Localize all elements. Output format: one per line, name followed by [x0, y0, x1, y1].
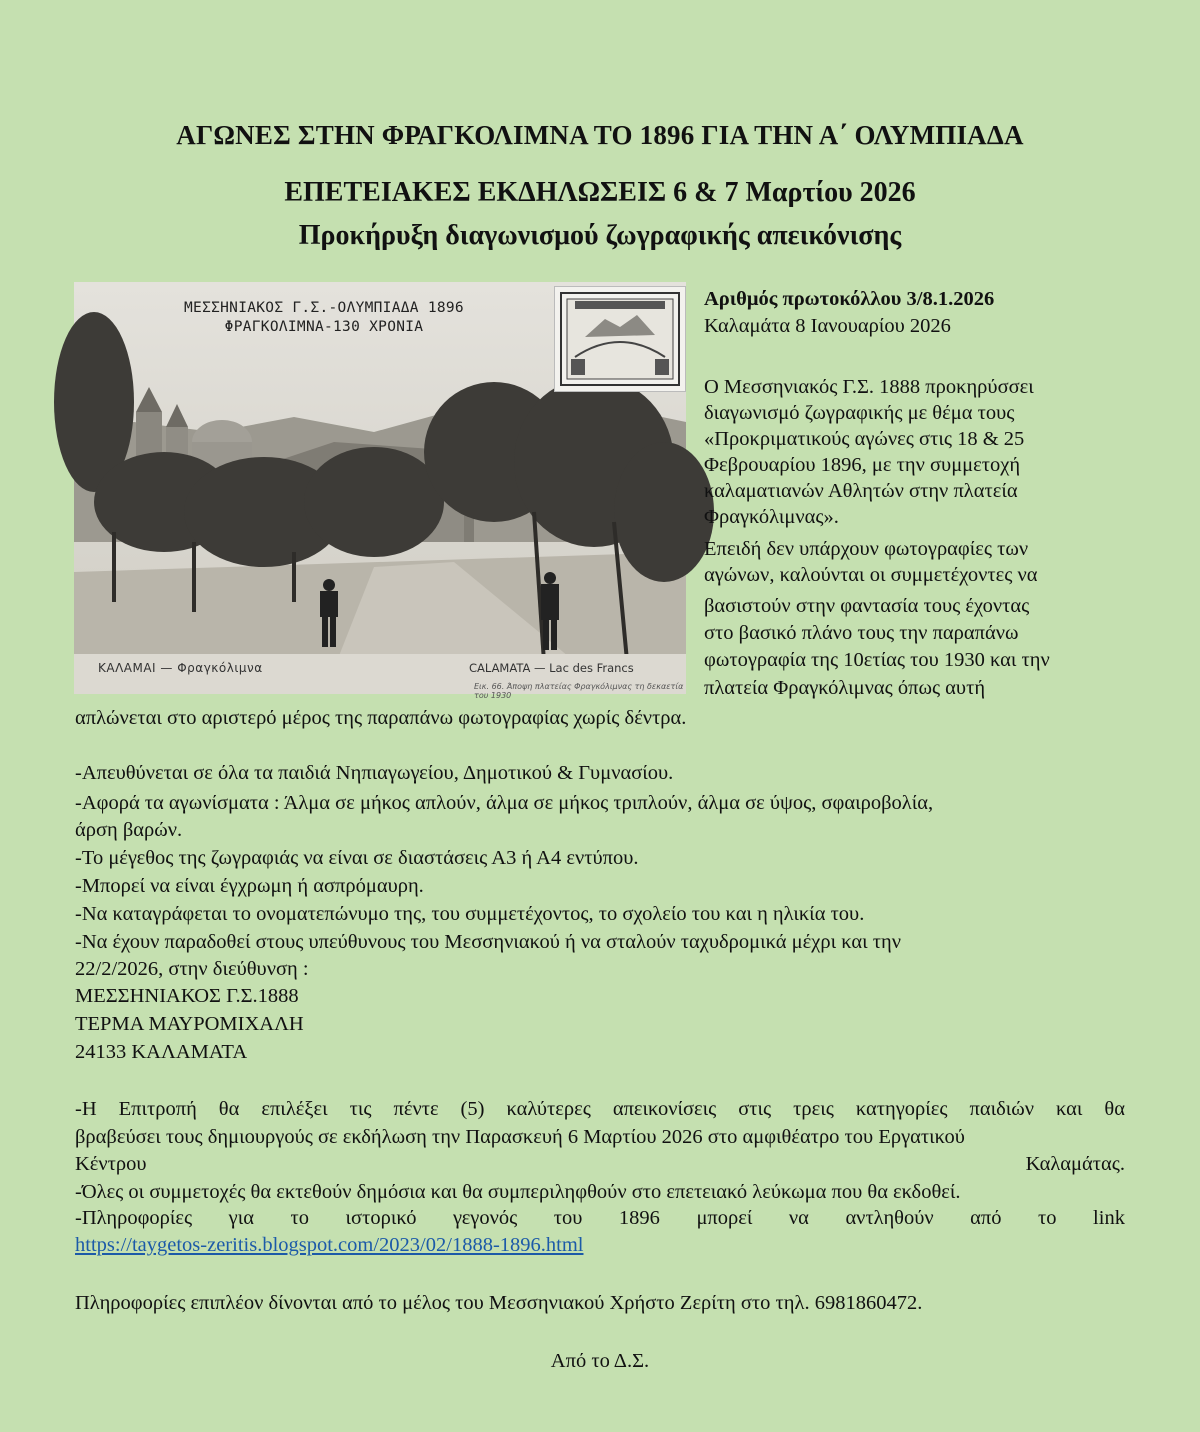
intro-line: Φραγκόλιμνας». — [704, 506, 839, 528]
rule-line: -Να καταγράφεται το ονοματεπώνυμο της, του συμμετέχοντος, το σχολείο του και η ηλικία του. — [75, 903, 865, 925]
intro-line-last: απλώνεται στο αριστερό μέρος της παραπάνω φωτογραφίας χωρίς δέντρα. — [75, 707, 687, 729]
intro-line: στο βασικό πλάνο τους την παραπάνω — [704, 622, 1019, 644]
rule-line: άρση βαρών. — [75, 819, 183, 841]
historic-photo — [74, 282, 686, 700]
intro-line: αγώνων, καλούνται οι συμμετέχοντες να — [704, 564, 1038, 586]
address-line: ΜΕΣΣΗΝΙΑΚΟΣ Γ.Σ.1888 — [75, 985, 299, 1007]
committee-line-3: Κέντρου Καλαμάτας. — [75, 1153, 1125, 1175]
photo-caption-bottom-left: ΚΑΛΑΜΑΙ — Φραγκόλιμνα — [98, 661, 263, 675]
intro-line: βασιστούν στην φαντασία τους έχοντας — [704, 595, 1030, 617]
document-date: Καλαμάτα 8 Ιανουαρίου 2026 — [704, 315, 951, 337]
protocol-number: Αριθμός πρωτοκόλλου 3/8.1.2026 — [704, 288, 995, 310]
rule-line: -Το μέγεθος της ζωγραφιάς να είναι σε διαστάσεις Α3 ή Α4 εντύπου. — [75, 847, 639, 869]
intro-line: φωτογραφία της 10ετίας του 1930 και την — [704, 649, 1050, 671]
committee-line-1: -Η Επιτροπή θα επιλέξει τις πέντε (5) καλύτερες απεικονίσεις στις τρεις κατηγορίες παιδιών και θα — [75, 1098, 1125, 1120]
intro-line: Επειδή δεν υπάρχουν φωτογραφίες των — [704, 538, 1029, 560]
title-line-3: Προκήρυξη διαγωνισμού ζωγραφικής απεικόνισης — [298, 220, 902, 251]
intro-line: «Προκριματικούς αγώνες στις 18 & 25 — [704, 428, 1025, 450]
blog-link[interactable]: https://taygetos-zeritis.blogspot.com/2023/02/1888-1896.html — [75, 1234, 584, 1256]
photo-caption-small: Εικ. 66. Άποψη πλατείας Φραγκόλιμνας τη δεκαετία του 1930 — [474, 682, 684, 700]
rule-line: -Απευθύνεται σε όλα τα παιδιά Νηπιαγωγείου, Δημοτικού & Γυμνασίου. — [75, 762, 674, 784]
intro-line: Ο Μεσσηνιακός Γ.Σ. 1888 προκηρύσσει — [704, 376, 1034, 398]
address-line: ΤΕΡΜΑ ΜΑΥΡΟΜΙΧΑΛΗ — [75, 1013, 304, 1035]
title-line-2: ΕΠΕΤΕΙΑΚΕΣ ΕΚΔΗΛΩΣΕΙΣ 6 & 7 Μαρτίου 2026 — [284, 177, 916, 208]
address-line: 24133 ΚΑΛΑΜΑΤΑ — [75, 1041, 248, 1063]
photo-caption-bottom-right: CALAMATA — Lac des Francs — [469, 661, 634, 675]
intro-line: διαγωνισμό ζωγραφικής με θέμα τους — [704, 402, 1015, 424]
signature: Από το Δ.Σ. — [550, 1350, 650, 1372]
committee-line-5: -Πληροφορίες για το ιστορικό γεγονός του 1896 μπορεί να αντληθούν από το link — [75, 1207, 1125, 1229]
photo-caption-top-1: ΜΕΣΣΗΝΙΑΚΟΣ Γ.Σ.-ΟΛΥΜΠΙΑΔΑ 1896 — [184, 300, 464, 316]
intro-line: Φεβρουαρίου 1896, με την συμμετοχή — [704, 454, 1021, 476]
contact-info: Πληροφορίες επιπλέον δίνονται από το μέλος του Μεσσηνιακού Χρήστο Ζερίτη στο τηλ. 6981860472. — [75, 1292, 923, 1314]
committee-line-4: -Όλες οι συμμετοχές θα εκτεθούν δημόσια και θα συμπεριληφθούν στο επετειακό λεύκωμα που θα εκδοθεί. — [75, 1181, 961, 1203]
rule-line: -Μπορεί να είναι έγχρωμη ή ασπρόμαυρη. — [75, 875, 424, 897]
intro-line: καλαματιανών Αθλητών στην πλατεία — [704, 480, 1018, 502]
intro-line: πλατεία Φραγκόλιμνας όπως αυτή — [704, 677, 986, 699]
rule-line: 22/2/2026, στην διεύθυνση : — [75, 958, 309, 980]
rule-line: -Αφορά τα αγωνίσματα : Άλμα σε μήκος απλούν, άλμα σε μήκος τριπλούν, άλμα σε ύψος, σφαιροβολία, — [75, 792, 934, 814]
rule-line: -Να έχουν παραδοθεί στους υπεύθυνους του Μεσσηνιακού ή να σταλούν ταχυδρομικά μέχρι και την — [75, 931, 901, 953]
photo-caption-top-2: ΦΡΑΓΚΟΛΙΜΝΑ-130 ΧΡΟΝΙΑ — [224, 319, 424, 335]
committee-line-2: βραβεύσει τους δημιουργούς σε εκδήλωση την Παρασκευή 6 Μαρτίου 2026 στο αμφιθέατρο του Εργατικού — [75, 1126, 965, 1148]
olympic-stamp-image — [554, 286, 686, 392]
title-line-1: ΑΓΩΝΕΣ ΣΤΗΝ ΦΡΑΓΚΟΛΙΜΝΑ ΤΟ 1896 ΓΙΑ ΤΗΝ Α΄ ΟΛΥΜΠΙΑΔΑ — [176, 120, 1024, 150]
